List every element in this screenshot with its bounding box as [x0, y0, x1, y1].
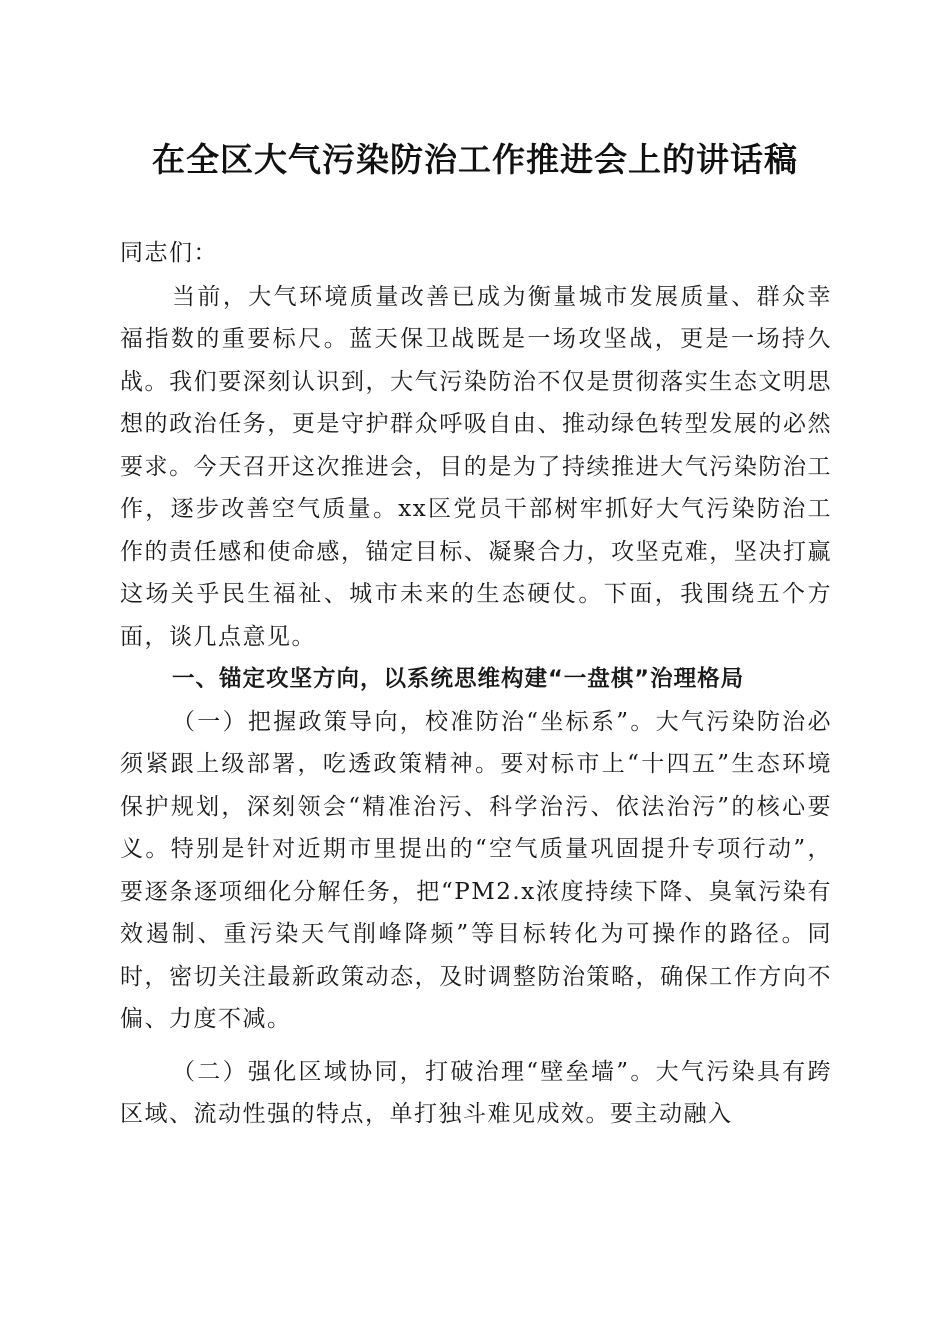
point-1-paragraph: （一）把握政策导向，校准防治“坐标系”。大气污染防治必须紧跟上级部署，吃透政策精神。要对标市上“十四五”生态环境保护规划，深刻领会“精准治污、科学治污、依法治污”的核心要义。特别是针对近期市里提出的“空气质量巩固提升专项行动”，要逐条逐项细化分解任务，把“PM2.x浓度持续下降、臭氧污染有效遏制、重污染天气削峰降频”等目标转化为可操作的路径。同时，密切关注最新政策动态，及时调整防治策略，确保工作方向不偏、力度不减。 [120, 708, 832, 1032]
point-2-paragraph: （二）强化区域协同，打破治理“壁垒墙”。大气污染具有跨区域、流动性强的特点，单打独斗难见成效。要主动融入 [120, 1058, 832, 1127]
intro-paragraph: 当前，大气环境质量改善已成为衡量城市发展质量、群众幸福指数的重要标尺。蓝天保卫战既是一场攻坚战，更是一场持久战。我们要深刻认识到，大气污染防治不仅是贯彻落实生态文明思想的政治任务，更是守护群众呼吸自由、推动绿色转型发展的必然要求。今天召开这次推进会，目的是为了持续推进大气污染防治工作，逐步改善空气质量。xx区党员干部树牢抓好大气污染防治工作的责任感和使命感，锚定目标、凝聚合力，攻坚克难，坚决打赢这场关乎民生福祉、城市未来的生态硬仗。下面，我围绕五个方面，谈几点意见。 [120, 283, 832, 650]
salutation: 同志们： [120, 240, 218, 266]
document-title: 在全区大气污染防治工作推进会上的讲话稿 [152, 140, 798, 179]
section-heading-1: 一、锚定攻坚方向，以系统思维构建“一盘棋”治理格局 [172, 666, 745, 692]
document-body [120, 232, 832, 1136]
